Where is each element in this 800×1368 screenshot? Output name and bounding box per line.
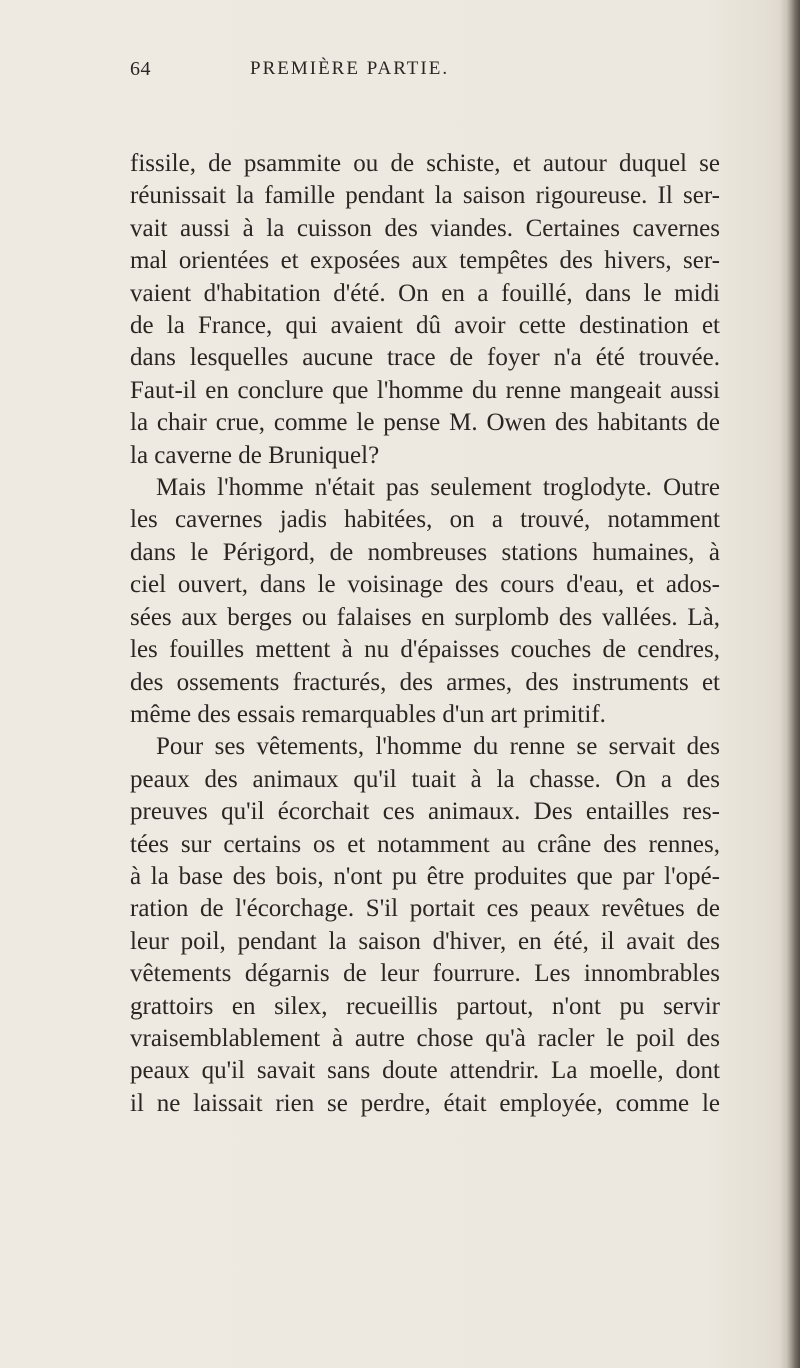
text-line: de la France, qui avaient dû avoir cette destination et — [130, 312, 720, 340]
text-line: réunissait la famille pendant la saison rigoureuse. Il ser- — [130, 182, 720, 210]
text-line: peaux des animaux qu'il tuait à la chasse. On a des — [130, 765, 720, 793]
text-line: grattoirs en silex, recueillis partout, n'ont pu servir — [130, 992, 720, 1020]
text-line: il ne laissait rien se perdre, était employée, comme le — [130, 1089, 720, 1117]
text-line: vait aussi à la cuisson des viandes. Certaines cavernes — [130, 214, 720, 242]
text-line: mal orientées et exposées aux tempêtes des hivers, ser- — [130, 247, 720, 275]
body-text — [130, 148, 720, 1120]
text-line: dans le Périgord, de nombreuses stations humaines, à — [130, 538, 720, 566]
text-line: leur poil, pendant la saison d'hiver, en été, il avait des — [130, 927, 720, 955]
text-line: les fouilles mettent à nu d'épaisses couches de cendres, — [130, 636, 720, 664]
running-head: PREMIÈRE PARTIE. — [250, 58, 450, 79]
text-line: à la base des bois, n'ont pu être produites que par l'opé- — [130, 862, 720, 890]
text-line: ciel ouvert, dans le voisinage des cours d'eau, et ados- — [130, 571, 720, 599]
paragraph-1 — [130, 148, 720, 472]
text-line: vêtements dégarnis de leur fourrure. Les innombrables — [130, 960, 720, 988]
page-number: 64 — [130, 58, 151, 80]
text-line: tées sur certains os et notamment au crâne des rennes, — [130, 830, 720, 858]
text-line: des ossements fracturés, des armes, des instruments et — [130, 668, 720, 696]
text-line: vraisemblablement à autre chose qu'à racler le poil des — [130, 1024, 720, 1052]
text-line: même des essais remarquables d'un art primitif. — [130, 700, 606, 728]
paragraph-3 — [130, 731, 720, 1120]
text-line: la caverne de Bruniquel? — [130, 441, 380, 469]
text-line: peaux qu'il savait sans doute attendrir. La moelle, dont — [130, 1057, 720, 1085]
text-line: Mais l'homme n'était pas seulement troglodyte. Outre — [156, 474, 720, 502]
page-header — [130, 58, 720, 88]
text-line: ration de l'écorchage. S'il portait ces peaux revêtues de — [130, 895, 720, 923]
text-line: preuves qu'il écorchait ces animaux. Des entailles res- — [130, 798, 720, 826]
text-line: Faut-il en conclure que l'homme du renne mangeait aussi — [130, 376, 720, 404]
text-line: vaient d'habitation d'été. On en a fouillé, dans le midi — [130, 279, 720, 307]
paragraph-2 — [130, 472, 720, 731]
text-line: Pour ses vêtements, l'homme du renne se servait des — [156, 733, 720, 761]
text-line: fissile, de psammite ou de schiste, et autour duquel se — [130, 150, 720, 177]
text-line: sées aux berges ou falaises en surplomb des vallées. Là, — [130, 603, 720, 631]
page-edge — [786, 0, 800, 1368]
text-line: les cavernes jadis habitées, on a trouvé, notamment — [130, 506, 720, 534]
text-line: dans lesquelles aucune trace de foyer n'a été trouvée. — [130, 344, 720, 372]
text-line: la chair crue, comme le pense M. Owen des habitants de — [130, 409, 720, 437]
